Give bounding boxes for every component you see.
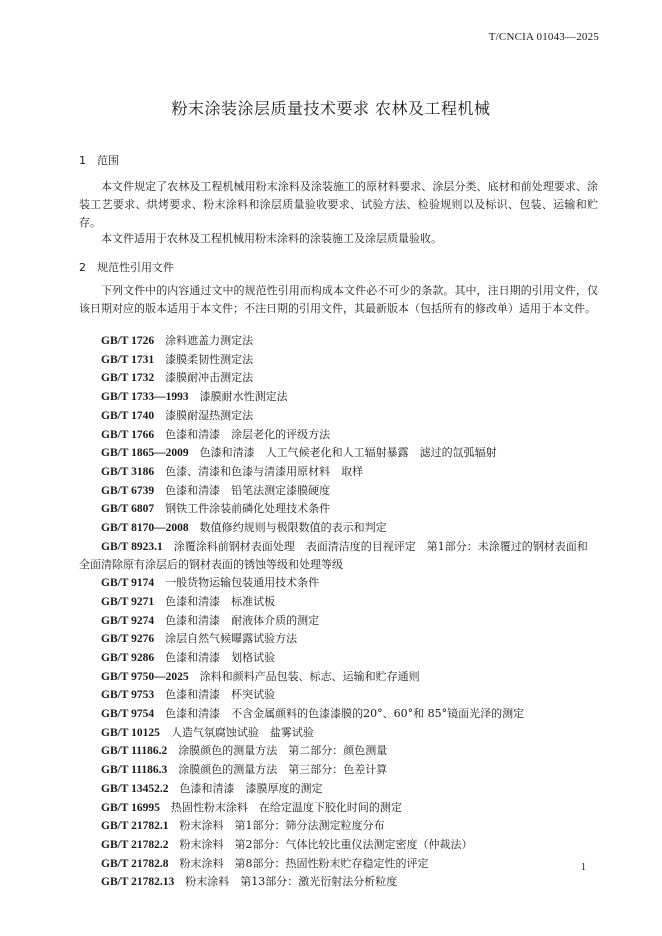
reference-title: 色漆和清漆 涂层老化的评级方法: [165, 427, 331, 441]
reference-title: 一般货物运输包装通用技术条件: [165, 576, 320, 590]
reference-code: GB/T 11186.2: [101, 745, 168, 758]
reference-code: GB/T 9750—2025: [101, 670, 189, 683]
reference-item: [79, 799, 598, 818]
reference-item: [79, 668, 598, 687]
reference-item: [79, 388, 598, 407]
reference-code: GB/T 16995: [101, 801, 160, 814]
standard-code: T/CNCIA 01043—2025: [488, 31, 599, 43]
reference-item: [79, 612, 598, 631]
reference-item: [79, 574, 598, 593]
reference-item: [79, 351, 598, 370]
reference-code: GB/T 10125: [101, 726, 160, 739]
reference-item: [79, 855, 598, 874]
reference-code: GB/T 1731: [101, 353, 155, 366]
reference-title: 涂膜颜色的测量方法 第二部分：颜色测量: [178, 744, 388, 758]
reference-title: 漆膜耐水性测定法: [199, 390, 288, 404]
reference-list: [79, 332, 598, 892]
section-title: 范围: [97, 154, 119, 167]
section-1-heading: [79, 152, 119, 168]
scope-paragraph-1: 本文件规定了农林及工程机械用粉末涂料及涂装施工的原材料要求、涂层分类、底材和前处理要求、涂装工艺要求、烘烤要求、粉末涂料和涂层质量验收要求、试验方法、检验规则以及标识、包装、运输和贮存。: [79, 180, 598, 229]
reference-item: [79, 369, 598, 388]
reference-code: GB/T 9753: [101, 689, 155, 702]
reference-item: [79, 761, 598, 780]
reference-code: GB/T 9276: [101, 633, 155, 646]
reference-code: GB/T 21782.2: [101, 838, 169, 851]
reference-code: GB/T 6807: [101, 503, 155, 516]
reference-item: [79, 332, 598, 351]
reference-title: 色漆和清漆 不含金属颜料的色漆漆膜的20°、60°和 85°镜面光泽的测定: [165, 707, 525, 721]
reference-item: [79, 705, 598, 724]
reference-title: 粉末涂料 第1部分：筛分法测定粒度分布: [179, 819, 385, 833]
reference-title: 色漆和清漆 杯突试验: [165, 688, 276, 702]
reference-item: [79, 780, 598, 799]
reference-title: 漆膜柔韧性测定法: [165, 352, 254, 366]
reference-title: 热固性粉末涂料 在给定温度下胶化时间的测定: [170, 800, 402, 814]
reference-title: 色漆和清漆 标准试板: [165, 594, 276, 608]
reference-title: 粉末涂料 第13部分：激光衍射法分析粒度: [185, 875, 398, 889]
reference-item: [79, 500, 598, 519]
reference-title: 涂膜颜色的测量方法 第三部分：色差计算: [178, 763, 388, 777]
section-title: 规范性引用文件: [97, 261, 174, 274]
reference-code: GB/T 1740: [101, 409, 155, 422]
reference-code: GB/T 9274: [101, 614, 155, 627]
section-2-heading: [79, 259, 174, 275]
reference-item: [79, 817, 598, 836]
reference-item: [79, 649, 598, 668]
reference-title: 色漆和清漆 耐液体介质的测定: [165, 613, 320, 627]
reference-code: GB/T 3186: [101, 465, 155, 478]
reference-item: [79, 519, 598, 538]
reference-item: [79, 463, 598, 482]
scope-paragraph-2: 本文件适用于农林及工程机械用粉末涂料的涂装施工及涂层质量验收。: [101, 232, 442, 245]
section-number: 2: [79, 261, 86, 274]
reference-code: GB/T 11186.3: [101, 764, 168, 777]
reference-code: GB/T 1726: [101, 335, 155, 347]
reference-title: 色漆和清漆 铅笔法测定漆膜硬度: [165, 483, 331, 497]
reference-title: 色漆、清漆和色漆与清漆用原材料 取样: [165, 464, 364, 478]
reference-title: 漆膜耐冲击测定法: [165, 371, 254, 385]
reference-item: [79, 426, 598, 445]
reference-code: GB/T 21782.8: [101, 857, 169, 870]
reference-title: 涂料和颜料产品包装、标志、运输和贮存通则: [199, 669, 420, 683]
reference-code: GB/T 1766: [101, 428, 155, 441]
reference-title: 人造气氛腐蚀试验 盐雾试验: [170, 725, 314, 739]
reference-title: 涂层自然气候曝露试验方法: [165, 632, 298, 646]
reference-title: 色漆和清漆 漆膜厚度的测定: [179, 781, 323, 795]
reference-code: GB/T 9271: [101, 595, 155, 608]
reference-item: [79, 482, 598, 501]
reference-title: 数值修约规则与极限数值的表示和判定: [199, 521, 387, 535]
reference-code: GB/T 9174: [101, 577, 155, 590]
reference-title: 涂料遮盖力测定法: [165, 334, 254, 347]
reference-code: GB/T 6739: [101, 484, 155, 497]
reference-code: GB/T 8170—2008: [101, 522, 189, 535]
reference-code: GB/T 1732: [101, 372, 155, 385]
page-number: 1: [581, 862, 586, 873]
normative-references-intro: 下列文件中的内容通过文中的规范性引用而构成本文件必不可少的条款。其中，注日期的引用文件，仅该日期对应的版本适用于本文件；不注日期的引用文件，其最新版本（包括所有的修改单）适用于本文件。: [79, 284, 598, 315]
reference-item: [79, 873, 598, 892]
reference-code: GB/T 1865—2009: [101, 447, 189, 460]
reference-item: [79, 630, 598, 649]
reference-item: [79, 836, 598, 855]
reference-code: GB/T 8923.1: [101, 540, 163, 553]
reference-code: GB/T 9754: [101, 708, 155, 721]
section-number: 1: [79, 154, 86, 167]
reference-title: 钢铁工件涂装前磷化处理技术条件: [165, 502, 331, 516]
reference-title: 漆膜耐湿热测定法: [165, 408, 254, 422]
reference-code: GB/T 1733—1993: [101, 391, 189, 404]
reference-code: GB/T 21782.1: [101, 820, 169, 833]
reference-title: 粉末涂料 第8部分：热固性粉末贮存稳定性的评定: [179, 856, 429, 870]
reference-code: GB/T 9286: [101, 651, 155, 664]
reference-code: GB/T 13452.2: [101, 782, 169, 795]
reference-title: 色漆和清漆 人工气候老化和人工辐射暴露 滤过的氙弧辐射: [199, 446, 497, 460]
reference-item: [79, 407, 598, 426]
reference-item: [79, 538, 598, 574]
reference-title: 粉末涂料 第2部分：气体比较比重仪法测定密度（仲裁法）: [179, 837, 473, 851]
reference-item: [79, 724, 598, 743]
reference-item: [79, 593, 598, 612]
reference-title: 色漆和清漆 划格试验: [165, 650, 276, 664]
reference-item: [79, 742, 598, 761]
reference-title: 涂覆涂料前钢材表面处理 表面清洁度的目视评定 第1部分：未涂覆过的钢材表面和全面清除原有涂层后的钢材表面的锈蚀等级和处理等级: [79, 539, 588, 572]
reference-item: [79, 444, 598, 463]
document-title: 粉末涂装涂层质量技术要求 农林及工程机械: [171, 99, 491, 118]
reference-item: [79, 686, 598, 705]
reference-code: GB/T 21782.13: [101, 876, 175, 889]
